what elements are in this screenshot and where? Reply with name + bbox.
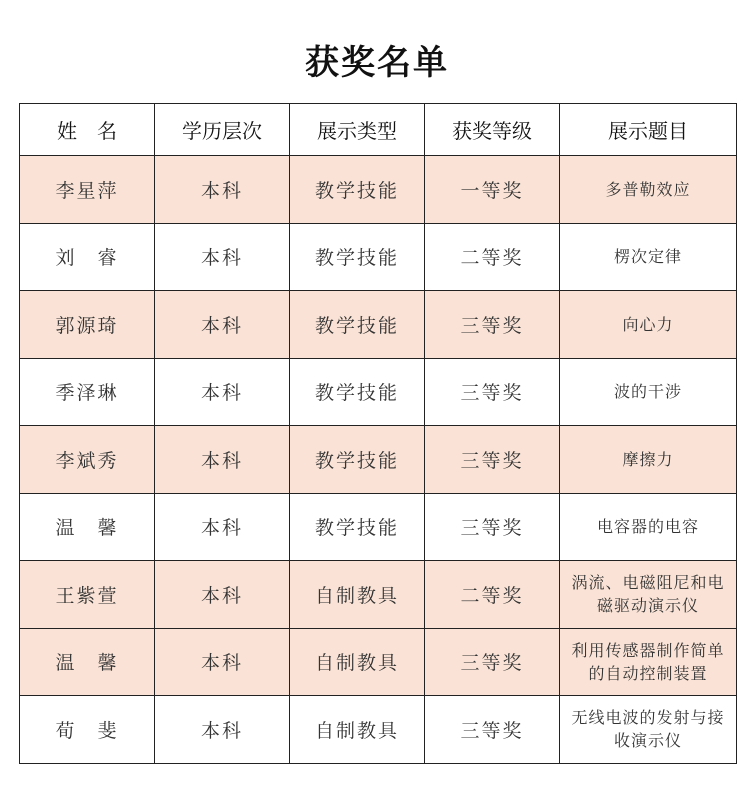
table-row — [20, 696, 737, 764]
table-row — [20, 561, 737, 629]
cell-type: 自制教具 — [290, 628, 425, 696]
cell-name: 郭源琦 — [20, 291, 155, 359]
cell-level: 二等奖 — [425, 223, 560, 291]
table-row — [20, 156, 737, 224]
cell-topic: 无线电波的发射与接收演示仪 — [560, 696, 737, 764]
page-title: 获奖名单 — [305, 43, 449, 83]
cell-type: 教学技能 — [290, 493, 425, 561]
cell-topic: 波的干涉 — [560, 358, 737, 426]
cell-degree: 本科 — [155, 561, 290, 629]
header-level: 获奖等级 — [425, 104, 560, 156]
cell-level: 三等奖 — [425, 426, 560, 494]
cell-level: 三等奖 — [425, 358, 560, 426]
cell-topic: 楞次定律 — [560, 223, 737, 291]
cell-degree: 本科 — [155, 493, 290, 561]
table-row — [20, 493, 737, 561]
cell-degree: 本科 — [155, 628, 290, 696]
cell-type: 自制教具 — [290, 561, 425, 629]
header-name: 姓 名 — [20, 104, 155, 156]
table-row — [20, 291, 737, 359]
cell-topic: 摩擦力 — [560, 426, 737, 494]
header-degree: 学历层次 — [155, 104, 290, 156]
table-row — [20, 223, 737, 291]
cell-degree: 本科 — [155, 156, 290, 224]
header-topic: 展示题目 — [560, 104, 737, 156]
table-row — [20, 628, 737, 696]
header-type: 展示类型 — [290, 104, 425, 156]
cell-name: 刘 睿 — [20, 223, 155, 291]
cell-type: 教学技能 — [290, 156, 425, 224]
cell-type: 教学技能 — [290, 426, 425, 494]
cell-level: 一等奖 — [425, 156, 560, 224]
cell-level: 三等奖 — [425, 696, 560, 764]
cell-name: 李斌秀 — [20, 426, 155, 494]
cell-degree: 本科 — [155, 696, 290, 764]
cell-type: 教学技能 — [290, 358, 425, 426]
cell-topic: 利用传感器制作简单的自动控制装置 — [560, 628, 737, 696]
cell-name: 温 馨 — [20, 493, 155, 561]
cell-topic: 电容器的电容 — [560, 493, 737, 561]
cell-degree: 本科 — [155, 291, 290, 359]
cell-name: 季泽琳 — [20, 358, 155, 426]
cell-degree: 本科 — [155, 223, 290, 291]
cell-name: 温 馨 — [20, 628, 155, 696]
cell-type: 自制教具 — [290, 696, 425, 764]
cell-name: 李星萍 — [20, 156, 155, 224]
award-list-table — [19, 103, 737, 764]
cell-type: 教学技能 — [290, 223, 425, 291]
cell-topic: 向心力 — [560, 291, 737, 359]
cell-level: 三等奖 — [425, 493, 560, 561]
cell-level: 三等奖 — [425, 628, 560, 696]
cell-level: 二等奖 — [425, 561, 560, 629]
table-row — [20, 426, 737, 494]
table-row — [20, 358, 737, 426]
cell-topic: 涡流、电磁阻尼和电磁驱动演示仪 — [560, 561, 737, 629]
cell-degree: 本科 — [155, 426, 290, 494]
cell-name: 王紫萱 — [20, 561, 155, 629]
table-header-row — [20, 104, 737, 156]
cell-topic: 多普勒效应 — [560, 156, 737, 224]
cell-type: 教学技能 — [290, 291, 425, 359]
cell-name: 荀 斐 — [20, 696, 155, 764]
cell-degree: 本科 — [155, 358, 290, 426]
cell-level: 三等奖 — [425, 291, 560, 359]
